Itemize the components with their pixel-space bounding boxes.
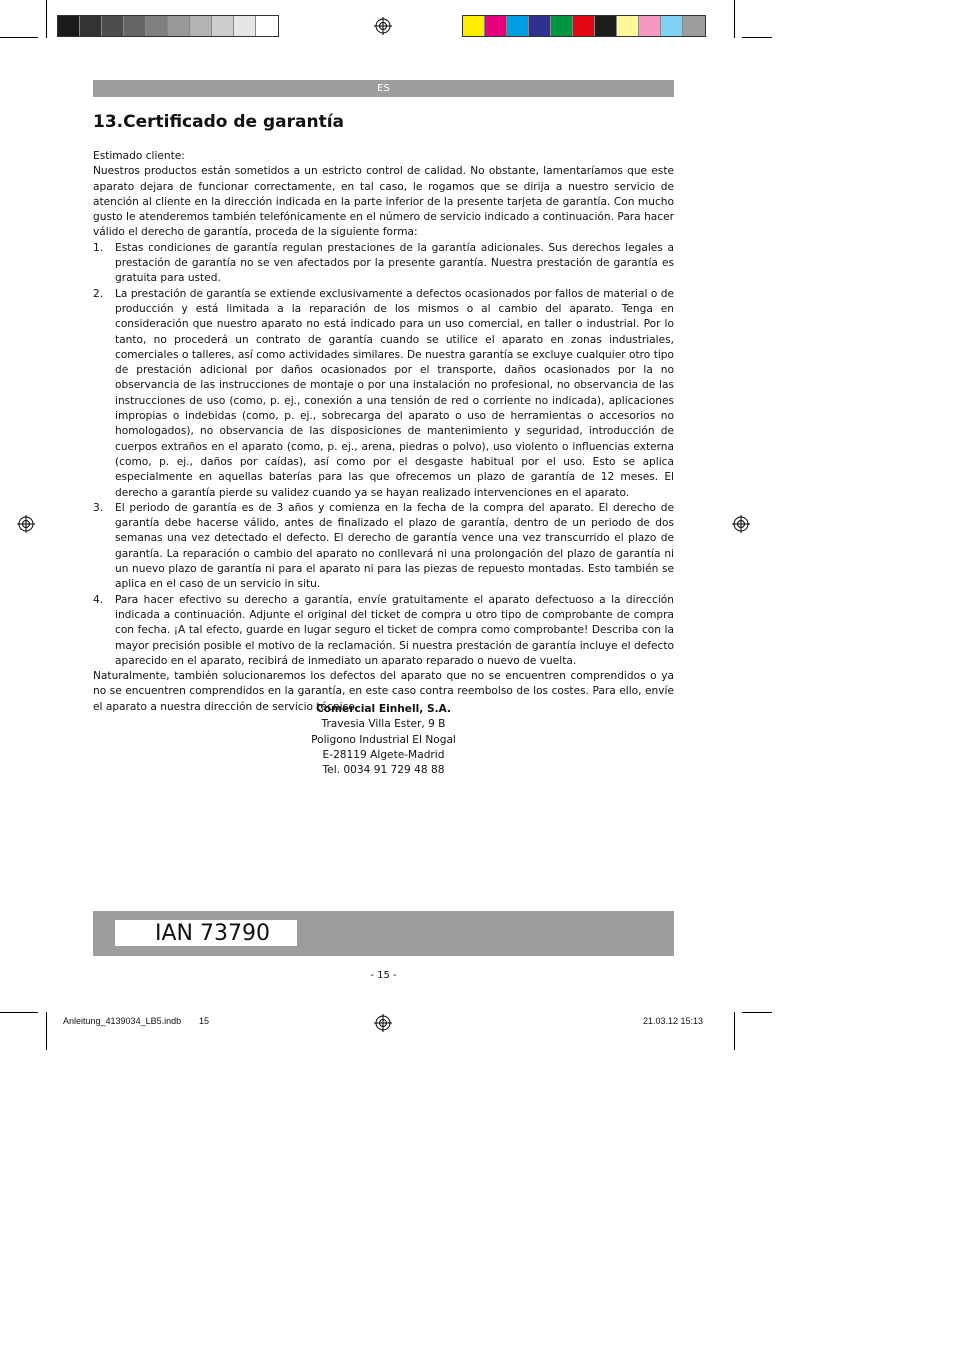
warranty-conditions-list [93,241,674,669]
warranty-body [93,149,674,715]
color-swatch [639,16,661,36]
color-swatch [595,16,617,36]
color-swatch [58,16,80,36]
company-name: Comercial Einhell, S.A. [315,703,452,715]
color-swatch [529,16,551,36]
crop-mark [46,0,47,38]
color-swatch [617,16,639,36]
list-item-text: La prestación de garantía se extiende exclusivamente a defectos ocasionados por fallos de material o de producción y está limitada a la reparación de los mismos o al cambio del aparato. Tenga en consideración que nuestro aparato no está indicado para un uso comercial, en taller o industrial. Por lo tanto, no procederá un contrato de garantía cuando se utilice el aparato en zonas industriales, comerciales o talleres, así como actividades similares. De nuestra garantía se excluye cualquier otro tipo de prestación adicional por daños ocasionados por el transporte, daños ocasionados por la no observancia de las instrucciones de montaje o por una instalación no profesional, no observancia de las instrucciones de uso (como, p. ej., conexión a una tensión de red o corriente no indicada), aplicaciones impropias o indebidas (como, p. ej., sobrecarga del aparato o uso de herramientas o accesorios no homologados), no observancia de las disposiciones de mantenimiento y seguridad, introducción de cuerpos extraños en el aparato (como, p. ej., arena, piedras o polvo), uso violento o influencias externa (como, p. ej., daños por caídas), así como por el desgaste habitual por el uso. Esto se aplica especialmente en aquellas baterías para las que ofrecemos un plazo de garantía de 12 meses. El derecho a garantía pierde su validez cuando ya se hayan realizado intervenciones en el aparato. [115,287,674,499]
page-number: - 15 - [370,970,397,981]
closing-paragraph: Naturalmente, también solucionaremos los defectos del aparato que no se encuentren comprendidos o ya no se encuentren comprendidos en la garantía, en este caso contra reembolso de los costes. Para ello, envíe el aparato a nuestra dirección de servicio técnico. [93,670,674,713]
crop-mark [46,1012,47,1050]
color-swatch [80,16,102,36]
color-swatch [256,16,278,36]
list-item-number: 2. [93,287,104,300]
list-item-text: Estas condiciones de garantía regulan prestaciones de la garantía adicionales. Sus derechos legales a prestación de garantía no se ven afectados por la presente garantía. Nuestra prestación de garantía es gratuita para usted. [115,241,674,285]
list-item-number: 4. [93,593,104,606]
address-city: E-28119 Algete-Madrid [322,748,445,761]
language-code: ES [377,83,390,94]
service-address [93,702,674,778]
color-swatch [234,16,256,36]
list-item [93,593,674,669]
color-swatch [212,16,234,36]
list-item [93,287,674,501]
list-item-number: 3. [93,501,104,514]
crop-mark [0,37,38,38]
color-swatch [190,16,212,36]
ian-bar [93,911,674,956]
color-swatch [661,16,683,36]
ian-number: IAN 73790 [115,920,297,946]
color-swatch [463,16,485,36]
section-title: 13.Certificado de garantía [93,112,345,132]
color-swatch [485,16,507,36]
footer-filename: Anleitung_4139034_LB5.indb [63,1016,182,1026]
address-street: Travesia Villa Ester, 9 B [321,718,446,731]
list-item [93,501,674,593]
process-color-bar [462,15,706,37]
color-swatch [168,16,190,36]
color-swatch [573,16,595,36]
list-item-number: 1. [93,241,104,254]
color-swatch [146,16,168,36]
color-swatch [124,16,146,36]
list-item-text: Para hacer efectivo su derecho a garantía, envíe gratuitamente el aparato defectuoso a la dirección indicada a continuación. Adjunte el original del ticket de compra u otro tipo de comprobante de compra con fecha. ¡A tal efecto, guarde en lugar seguro el ticket de compra como comprobante! Describa con la mayor precisión posible el motivo de la reclamación. Si nuestra prestación de garantía incluye el defecto aparecido en el aparato, recibirá de inmediato un aparato reparado o nuevo de vuelta. [115,593,674,667]
footer-page: 15 [199,1016,210,1026]
crop-mark [734,0,735,38]
list-item-text: El periodo de garantía es de 3 años y comienza en la fecha de la compra del aparato. El derecho de garantía debe hacerse válido, antes de finalizado el plazo de garantía, dentro de un periodo de dos semanas una vez detectado el defecto. El derecho de garantía vence una vez transcurrido el plazo de garantía. La reparación o cambio del aparato no conllevará ni una prolongación del plazo de garantía ni un nuevo plazo de garantía ni para el aparato ni para las piezas de repuesto montadas. Esto también se aplica en el caso de un servicio in situ. [115,501,674,591]
color-swatch [683,16,705,36]
language-header-bar [93,80,674,97]
color-swatch [102,16,124,36]
address-phone: Tel. 0034 91 729 48 88 [322,764,445,777]
crop-mark [0,1012,38,1013]
registration-mark-icon [374,17,392,35]
crop-mark [742,37,772,38]
greeting: Estimado cliente: [93,150,185,162]
color-swatch [551,16,573,36]
registration-mark-icon [732,515,750,533]
color-swatch [507,16,529,36]
grayscale-color-bar [57,15,279,37]
registration-mark-icon [374,1014,392,1032]
crop-mark [742,1012,772,1013]
intro-paragraph: Nuestros productos están sometidos a un estricto control de calidad. No obstante, lamentaríamos que este aparato dejara de funcionar correctamente, en tal caso, le rogamos que se dirija a nuestro servicio de atención al cliente en la dirección indicada en la parte inferior de la presente tarjeta de garantía. Con mucho gusto le atenderemos también telefónicamente en el número de servicio indicado a continuación. Para hacer válido el derecho de garantía, proceda de la siguiente forma: [93,165,674,239]
registration-mark-icon [17,515,35,533]
list-item [93,241,674,287]
address-area: Poligono Industrial El Nogal [311,733,456,746]
crop-mark [734,1012,735,1050]
footer-datetime: 21.03.12 15:13 [643,1016,704,1026]
